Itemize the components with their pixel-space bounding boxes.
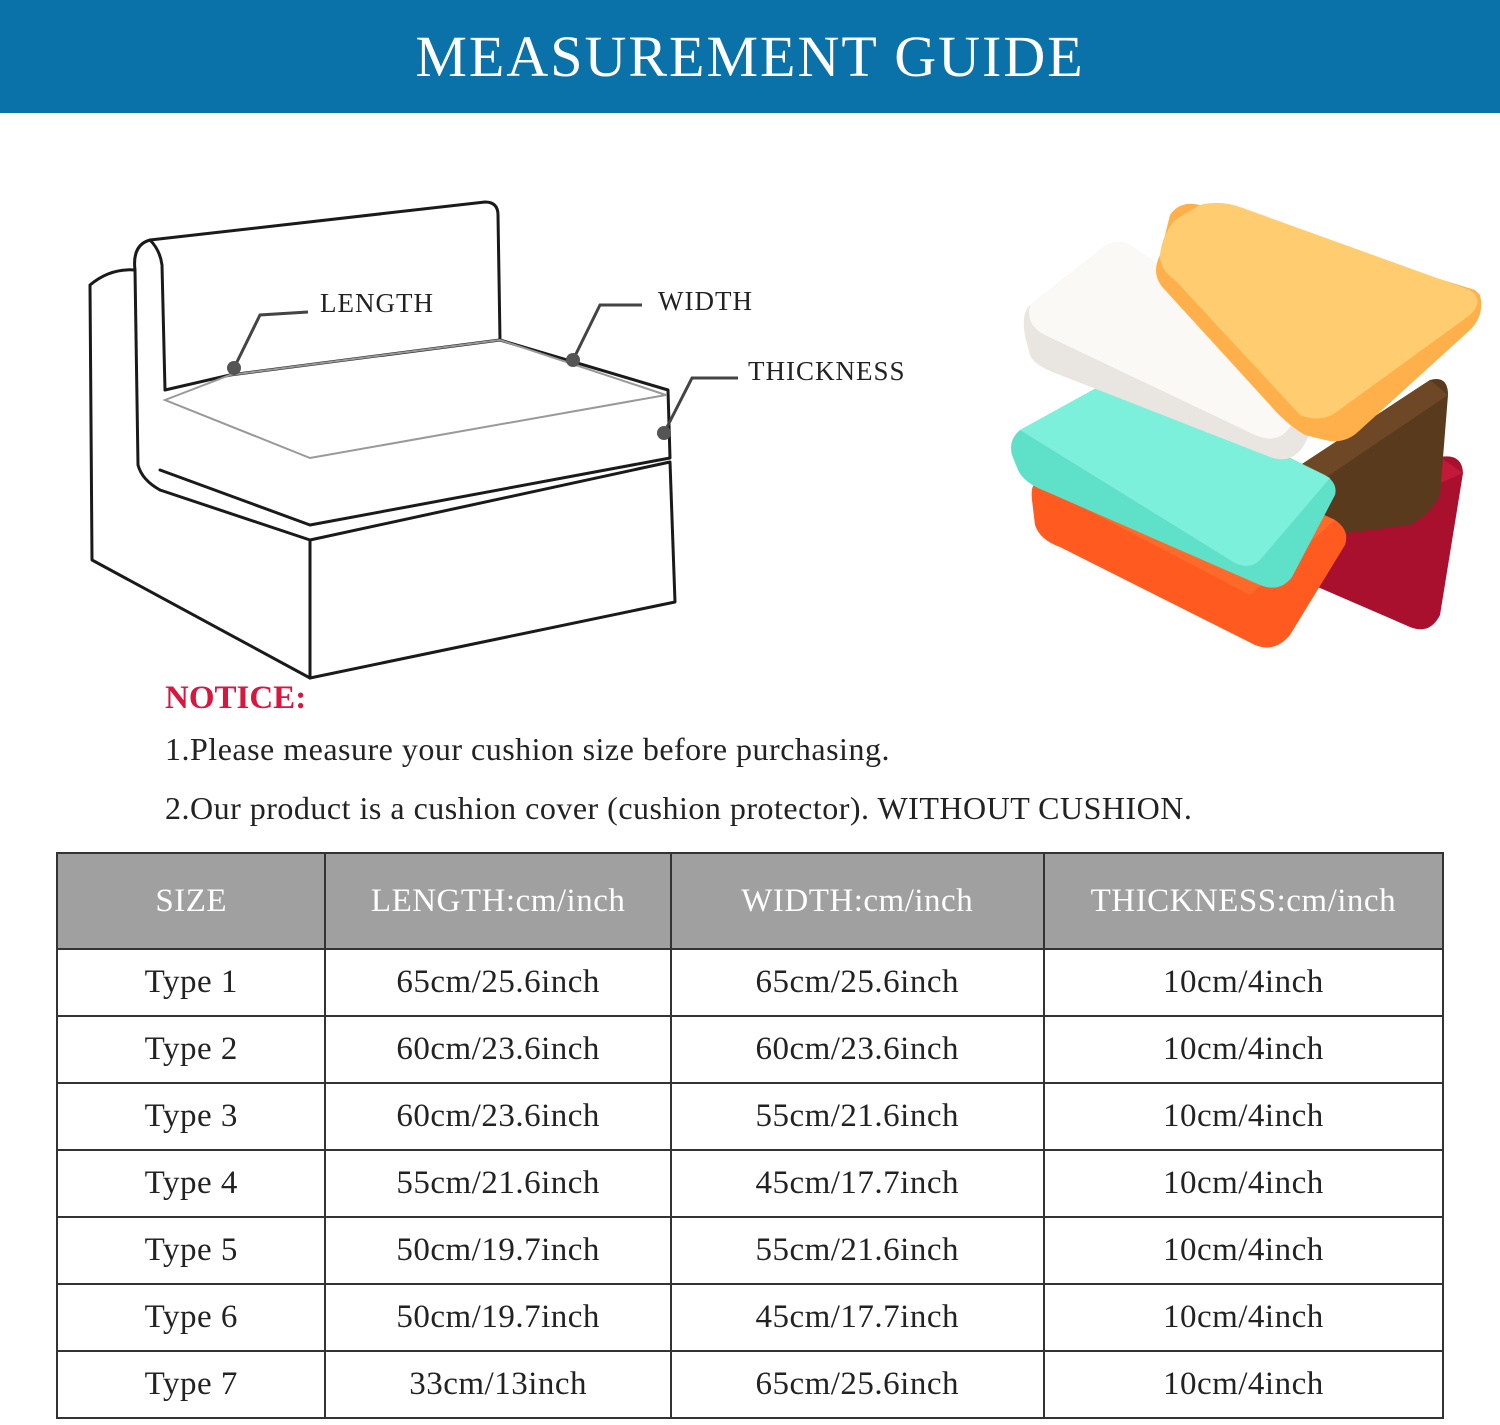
table-cell-width: 55cm/21.6inch (671, 1217, 1044, 1284)
width-label: WIDTH (658, 286, 753, 316)
table-cell-width: 55cm/21.6inch (671, 1083, 1044, 1150)
sofa-outline-illustration (70, 190, 940, 690)
header-length: LENGTH:cm/inch (325, 853, 670, 949)
thickness-label: THICKNESS (748, 356, 906, 386)
table-cell-width: 60cm/23.6inch (671, 1016, 1044, 1083)
cushion-stack-illustration (1000, 195, 1490, 665)
table-cell-length: 60cm/23.6inch (325, 1083, 670, 1150)
table-cell-length: 60cm/23.6inch (325, 1016, 670, 1083)
notice-title: NOTICE: (165, 680, 307, 716)
table-cell-width: 45cm/17.7inch (671, 1150, 1044, 1217)
header-size: SIZE (57, 853, 325, 949)
table-cell-thickness: 10cm/4inch (1044, 1284, 1443, 1351)
length-label: LENGTH (320, 288, 434, 318)
table-cell-thickness: 10cm/4inch (1044, 1351, 1443, 1418)
table-cell-thickness: 10cm/4inch (1044, 1150, 1443, 1217)
table-cell-thickness: 10cm/4inch (1044, 949, 1443, 1016)
table-cell-size: Type 3 (57, 1083, 325, 1150)
table-cell-length: 65cm/25.6inch (325, 949, 670, 1016)
table-cell-length: 33cm/13inch (325, 1351, 670, 1418)
table-cell-size: Type 5 (57, 1217, 325, 1284)
table-row (57, 949, 1443, 1016)
notice-line-2: 2.Our product is a cushion cover (cushion protector). WITHOUT CUSHION. (165, 790, 1193, 826)
header-width: WIDTH:cm/inch (671, 853, 1044, 949)
table-row (57, 1150, 1443, 1217)
table-cell-size: Type 4 (57, 1150, 325, 1217)
table-cell-size: Type 2 (57, 1016, 325, 1083)
table-cell-length: 55cm/21.6inch (325, 1150, 670, 1217)
table-cell-thickness: 10cm/4inch (1044, 1217, 1443, 1284)
colored-cushions-image (1000, 195, 1490, 665)
sofa-measurement-diagram (70, 190, 940, 690)
table-row (57, 1083, 1443, 1150)
table-row (57, 1284, 1443, 1351)
page-title: MEASUREMENT GUIDE (415, 24, 1085, 89)
table-cell-width: 65cm/25.6inch (671, 949, 1044, 1016)
header-banner (0, 0, 1500, 113)
table-cell-size: Type 1 (57, 949, 325, 1016)
table-row (57, 1351, 1443, 1418)
table-cell-width: 65cm/25.6inch (671, 1351, 1044, 1418)
table-cell-size: Type 7 (57, 1351, 325, 1418)
table-row (57, 1016, 1443, 1083)
size-table (56, 852, 1444, 1419)
table-cell-thickness: 10cm/4inch (1044, 1016, 1443, 1083)
notice-section (165, 680, 1465, 849)
header-thickness: THICKNESS:cm/inch (1044, 853, 1443, 949)
table-cell-size: Type 6 (57, 1284, 325, 1351)
table-row (57, 1217, 1443, 1284)
table-cell-thickness: 10cm/4inch (1044, 1083, 1443, 1150)
table-cell-length: 50cm/19.7inch (325, 1284, 670, 1351)
table-header-row (57, 853, 1443, 949)
table-cell-length: 50cm/19.7inch (325, 1217, 670, 1284)
table-cell-width: 45cm/17.7inch (671, 1284, 1044, 1351)
notice-line-1: 1.Please measure your cushion size before purchasing. (165, 731, 890, 767)
